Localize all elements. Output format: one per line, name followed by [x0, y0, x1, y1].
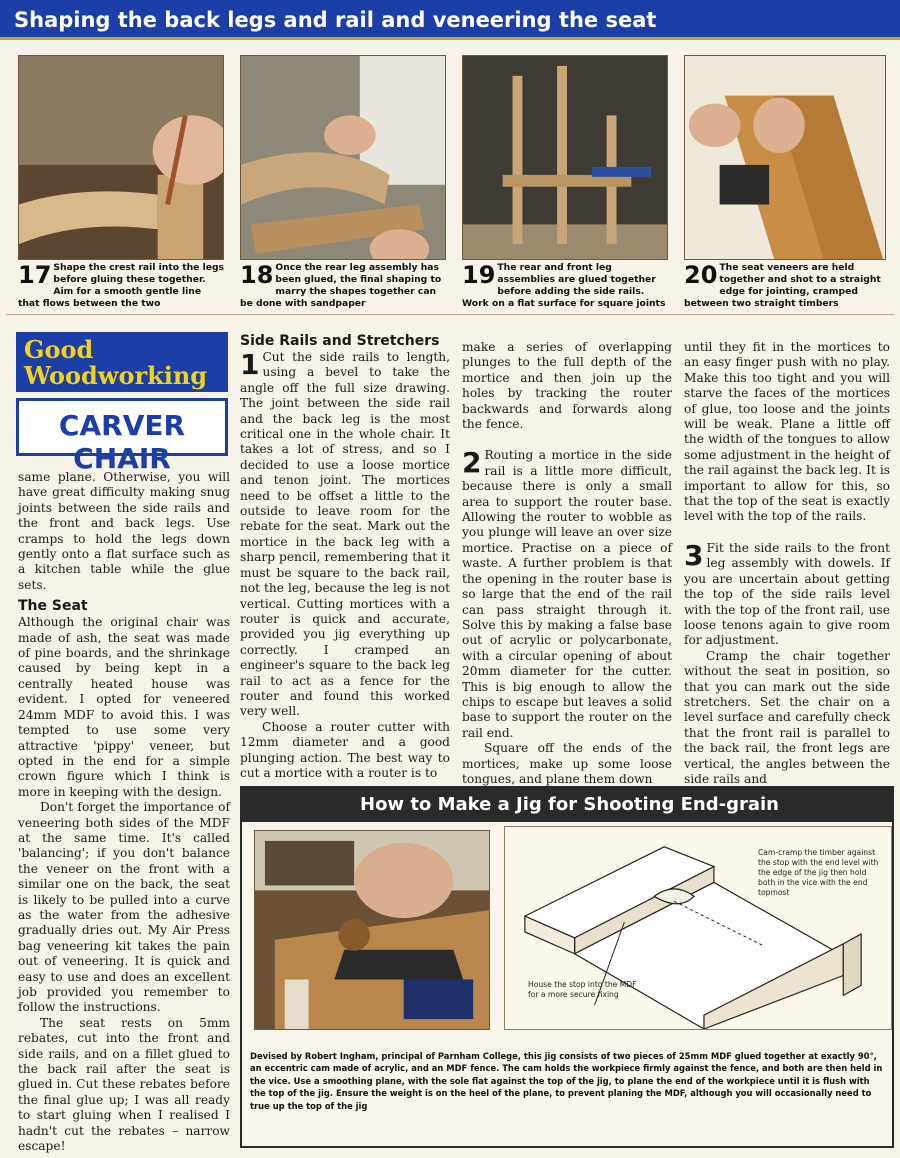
paragraph: Square off the ends of the mortices, make up some loose tongues, and plane them down: [462, 741, 672, 786]
step-19-photo: [462, 55, 668, 260]
callout-house-stop: House the stop into the MDF for a more secure fixing: [528, 980, 637, 999]
drop-number: 3: [684, 538, 704, 572]
section-heading-side-rails: Side Rails and Stretchers: [240, 333, 440, 349]
step-18-caption: [240, 262, 446, 310]
paragraph: make a series of overlapping plunges to the full depth of the mortice and then join up the holes by tracking the router backwards and forwards along the fence.: [462, 340, 672, 432]
step-number: 19: [462, 261, 496, 289]
step-number: 20: [684, 261, 718, 289]
step-text: Shape the crest rail into the legs before gluing these together. Aim for a smooth gentle line that flows between the two: [18, 262, 225, 309]
paragraph: Choose a router cutter with 12mm diameter and a good plunging action. The best way to cut a mortice with a router is to: [240, 719, 450, 780]
logo-bottom-panel: [16, 398, 228, 475]
drop-number: 1: [240, 348, 260, 381]
logo-woodworking-text: Woodworking: [24, 361, 208, 390]
article-column-2: [240, 332, 450, 781]
section-heading-the-seat: The Seat: [18, 598, 88, 615]
article-column-1: [18, 470, 230, 1154]
paragraph: Although the original chair was made of ash, the seat was made of pine boards, and the shrinkage caused by being kept in a centrally heated house was evident. I opted for veneered 24mm MDF to avoid this. I was tempted to use some very attractive 'pippy' veneer, but opted in the end for a simple crown figure which I think is more in keeping with the design.: [18, 615, 230, 799]
paragraph: Don't forget the importance of veneering both sides of the MDF at the same time. It's called 'balancing'; if you don't balance the veneer on the front with a similar one on the back, the seat is likely to be pulled into a curve as the water from the adhesive gradually dries out. My Air Press bag veneering kit takes the pain out of veneering. It is quick and easy to use and does an excellent job provided you remember to follow the instructions.: [18, 800, 230, 1015]
page-banner-title: Shaping the back legs and rail and veneering the seat: [0, 0, 900, 40]
step-number: 17: [18, 261, 52, 289]
paragraph: until they fit in the mortices to an easy finger push with no play. Make this too tight and you will starve the faces of the mortices of glue, too loose and the joints will be weak. Plane a little off the width of the tongues to allow some adjustment in the height of the rail against the back leg. It is important to allow for this, so that the top of the seat is exactly level with the top of the rails.: [684, 340, 890, 524]
paragraph: The seat rests on 5mm rebates, cut into the front and side rails, and on a fillet glued to the back rail after the seat is glued in. Cut these rebates before the final glue up; I was all ready to start gluing when I realised I hadn't cut the rebates – narrow escape!: [18, 1015, 230, 1154]
logo-good-text: Good: [24, 335, 94, 364]
paragraph: 1 Cut the side rails to length, using a bevel to take the angle off the full size drawing. The joint between the side rail and the back leg is the most critical one in the whole chair. It takes a lot of stress, and so I decided to use a loose mortice and tenon joint. The mortices need to be offset a little to the outside to leave room for the rebate for the seat. Mark out the mortice in the back leg with a sharp pencil, remembering that it must be square to the back rail, not the leg, because the leg is not vertical. Cutting mortices with a router is quick and accurate, provided you jig everything up correctly. I cramped an engineer's square to the back leg rail to act as a fence for the router and found this worked very well.: [240, 348, 450, 719]
step-18-photo: [240, 55, 446, 260]
step-17-caption: [18, 262, 224, 310]
paragraph: same plane. Otherwise, you will have great difficulty making snug joints between the side rails and the front and back legs. Use cramps to hold the legs down gently onto a flat surface such as a kitchen table while the glue sets.: [18, 470, 230, 592]
step-17-photo: [18, 55, 224, 260]
drop-number: 2: [462, 446, 482, 480]
magazine-logo: [16, 332, 228, 475]
jig-caption: Devised by Robert Ingham, principal of Parnham College, this jig consists of two pieces of 25mm MDF glued together at exactly 90°, an eccentric cam made of acrylic, and an MDF fence. The cam holds the workpiece firmly against the fence, and both are then held in the vice. Use a smoothing plane, with the sole flat against the top of the jig, to plane the end of the workpiece until it is flush with the top of the jig. Ensure the weight is on the heel of the plane, to prevent planing the MDF, although you will occasionally need to true up the top of the jig: [250, 1051, 883, 1111]
article-column-3: [462, 340, 672, 787]
step-text: The seat veneers are held together and shot to a straight edge for jointing, cramped between two straight timbers: [684, 262, 881, 309]
callout-cam-cramp: Cam-cramp the timber against the stop with the end level with the edge of the jig then hold both in the vice with the end topmost: [758, 848, 879, 897]
jig-feature-box: [240, 786, 894, 1148]
logo-top-panel: [16, 332, 228, 392]
paragraph: 2 Routing a mortice in the side rail is a little more difficult, because there is only a small area to support the router base. Allowing the router to wobble as you plunge will leave an over size mortice. Practise on a piece of waste. A further problem is that the opening in the router base is so large that the end of the rail can pass straight through it. Solve this by making a false base out of acrylic or polycarbonate, with a circular opening of about 20mm diameter for the cutter. This is big enough to allow the chips to escape but leaves a solid base to support the router on the rail end.: [462, 446, 672, 740]
paragraph: 3 Fit the side rails to the front leg assembly with dowels. If you are uncertain about getting the top of the side rails level with the top of the front rail, use loose tenons again to give room for adjustment.: [684, 538, 890, 648]
section-divider: [6, 314, 894, 315]
article-column-4: [684, 340, 890, 787]
step-20-caption: [684, 262, 886, 310]
step-text: The rear and front leg assemblies are glued together before adding the side rails. Work on a flat surface for square joints: [462, 262, 666, 309]
step-20-photo: [684, 55, 886, 260]
step-text: Once the rear leg assembly has been glued, the final shaping to marry the shapes together can be done with sandpaper: [240, 262, 442, 309]
step-19-caption: [462, 262, 668, 310]
jig-box-title: How to Make a Jig for Shooting End-grain: [242, 788, 892, 822]
jig-photo: [254, 830, 490, 1030]
step-number: 18: [240, 261, 274, 289]
paragraph: Cramp the chair together without the seat in position, so that you can mark out the side stretchers. Set the chair on a level surface and carefully check that the front rail is parallel to the back rail, the front legs are vertical, the angles between the side rails and: [684, 648, 890, 786]
logo-project-title: CARVER CHAIR: [58, 409, 186, 475]
